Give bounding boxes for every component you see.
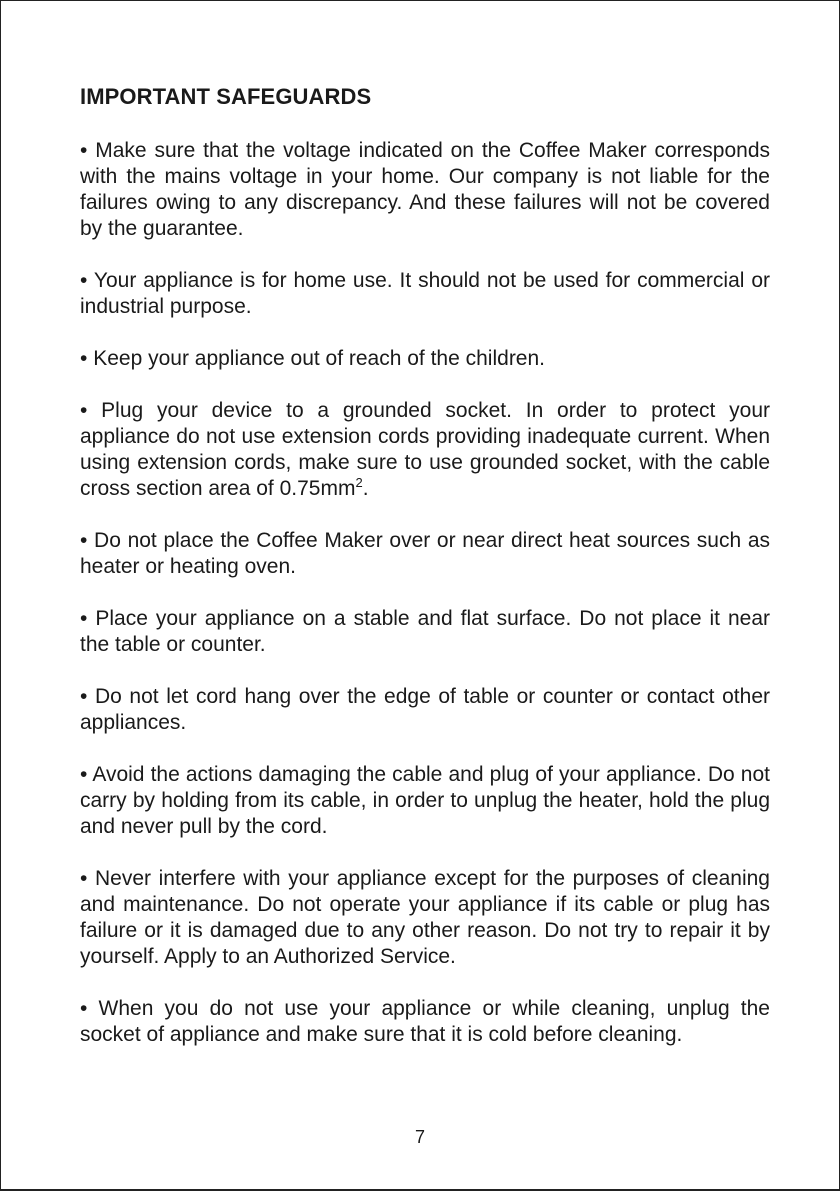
safeguard-item — [80, 398, 770, 502]
safeguard-text: Your appliance is for home use. It should not be used for commercial or industrial purpose. — [80, 269, 770, 318]
safeguard-item — [80, 138, 770, 242]
page-title: IMPORTANT SAFEGUARDS — [80, 84, 372, 109]
safeguard-item — [80, 528, 770, 580]
bullet: • — [80, 529, 88, 552]
safeguard-text: Avoid the actions damaging the cable and plug of your appliance. Do not carry by holding from its cable, in order to unplug the heater, hold the plug and never pull by the cord. — [80, 763, 770, 838]
safeguard-item — [80, 684, 770, 736]
safeguard-item — [80, 762, 770, 840]
safeguard-item — [80, 268, 770, 320]
safeguard-item — [80, 346, 770, 372]
sentence-end: . — [362, 477, 369, 500]
safeguard-text: Make sure that the voltage indicated on the Coffee Maker corresponds with the mains voltage in your home. Our company is not liable for the failures owing to any discrepancy. And these failures will not be covered by the guarantee. — [80, 139, 771, 240]
bullet: • — [80, 139, 88, 162]
bullet: • — [80, 347, 88, 370]
bullet: • — [80, 399, 88, 422]
safeguard-text: Do not place the Coffee Maker over or near direct heat sources such as heater or heating oven. — [80, 529, 770, 578]
superscript: 2 — [355, 475, 363, 490]
safeguard-item — [80, 996, 770, 1048]
safeguard-item — [80, 866, 770, 970]
safeguard-text: Never interfere with your appliance except for the purposes of cleaning and maintenance. Do not operate your appliance if its cable or plug has failure or it is damaged due to any other reason. Do not try to repair it by yourself. Apply to an Authorized Service. — [80, 867, 770, 968]
bullet: • — [80, 763, 88, 786]
bullet: • — [80, 269, 88, 292]
safeguard-text: Plug your device to a grounded socket. In order to protect your appliance do not use extension cords providing inadequate current. When using extension cords, make sure to use grounded socket, with the cable cross section area of 0.75mm — [80, 399, 770, 500]
bullet: • — [80, 685, 88, 708]
bullet: • — [80, 997, 88, 1020]
safeguard-item — [80, 606, 770, 658]
bullet: • — [80, 607, 88, 630]
safeguard-text: When you do not use your appliance or while cleaning, unplug the socket of appliance and make sure that it is cold before cleaning. — [80, 997, 770, 1046]
document-body — [80, 84, 770, 1074]
safeguard-text: Keep your appliance out of reach of the children. — [93, 347, 546, 370]
safeguard-text: Do not let cord hang over the edge of table or counter or contact other appliances. — [80, 685, 770, 734]
safeguard-text: Place your appliance on a stable and flat surface. Do not place it near the table or counter. — [80, 607, 770, 656]
bullet: • — [80, 867, 88, 890]
page-number: 7 — [414, 1127, 425, 1147]
